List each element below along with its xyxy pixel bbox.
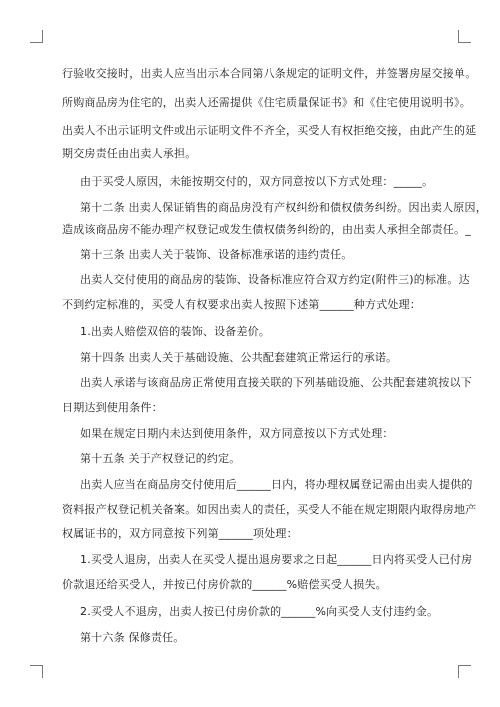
section-heading: 第十六条 保修责任。 (80, 631, 185, 644)
section-heading: 第十四条 出卖人关于基础设施、公共配套建筑正常运行的承诺。 (80, 351, 398, 364)
text-line: 造成该商品房不能办理产权登记或发生债权债务纠纷的，由出卖人承担全部责任。_ (62, 223, 471, 236)
text-line: 日期达到使用条件： (62, 401, 163, 414)
text-line: 期交房责任由出卖人承担。 (62, 147, 197, 160)
section-heading: 第十五条 关于产权登记的约定。 (80, 452, 241, 465)
text-line: 出卖人不出示证明文件或出示证明文件不齐全，买受人有权拒绝交接，由此产生的延 (62, 124, 477, 137)
text-line: 2.买受人不退房，出卖人按已付房价款的______%向买受人支付违约金。 (80, 605, 439, 618)
text-line: 行验收交接时，出卖人应当出示本合同第八条规定的证明文件，并签署房屋交接单。 (62, 67, 477, 80)
text-line: 出卖人承诺与该商品房正常使用直接关联的下列基础设施、公共配套建筑按以下 (80, 376, 472, 389)
text-line: 出卖人交付使用的商品房的装饰、设备标准应符合双方约定(附件三)的标准。达 (80, 273, 470, 286)
text-line: 所购商品房为住宅的，出卖人还需提供《住宅质量保证书》和《住宅使用说明书》。 (62, 96, 471, 109)
section-heading: 第十三条 出卖人关于装饰、设备标准承诺的违约责任。 (80, 248, 353, 261)
text-line: 由于买受人原因，未能按期交付的，双方同意按以下方式处理：_____。 (80, 175, 434, 188)
text-line: 1.买受人退房，出卖人在买受人提出退房要求之日起______日内将买受人已付房 (80, 553, 473, 566)
crop-mark-bottom-right (458, 665, 471, 678)
text-line: 出卖人应当在商品房交付使用后______日内，将办理权属登记需由出卖人提供的 (80, 478, 473, 491)
text-line: 资料报产权登记机关备案。如因出卖人的责任，买受人不能在规定期限内取得房地产 (62, 503, 477, 516)
text-line: 如果在规定日期内未达到使用条件，双方同意按以下方式处理： (80, 427, 394, 440)
text-line: 不到约定标准的，买受人有权要求出卖人按照下述第______种方式处理： (62, 298, 421, 311)
text-line: 第十二条 出卖人保证销售的商品房没有产权纠纷和债权债务纠纷。因出卖人原因， (80, 201, 487, 214)
crop-mark-top-left (30, 30, 43, 43)
text-line: 权属证书的，双方同意按下列第______项处理： (62, 527, 298, 540)
crop-mark-bottom-left (30, 665, 43, 678)
text-line: 1.出卖人赔偿双倍的装饰、设备差价。 (80, 325, 271, 338)
text-line: 价款退还给买受人，并按已付房价款的______%赔偿买受人损失。 (62, 578, 387, 591)
crop-mark-top-right (458, 30, 471, 43)
